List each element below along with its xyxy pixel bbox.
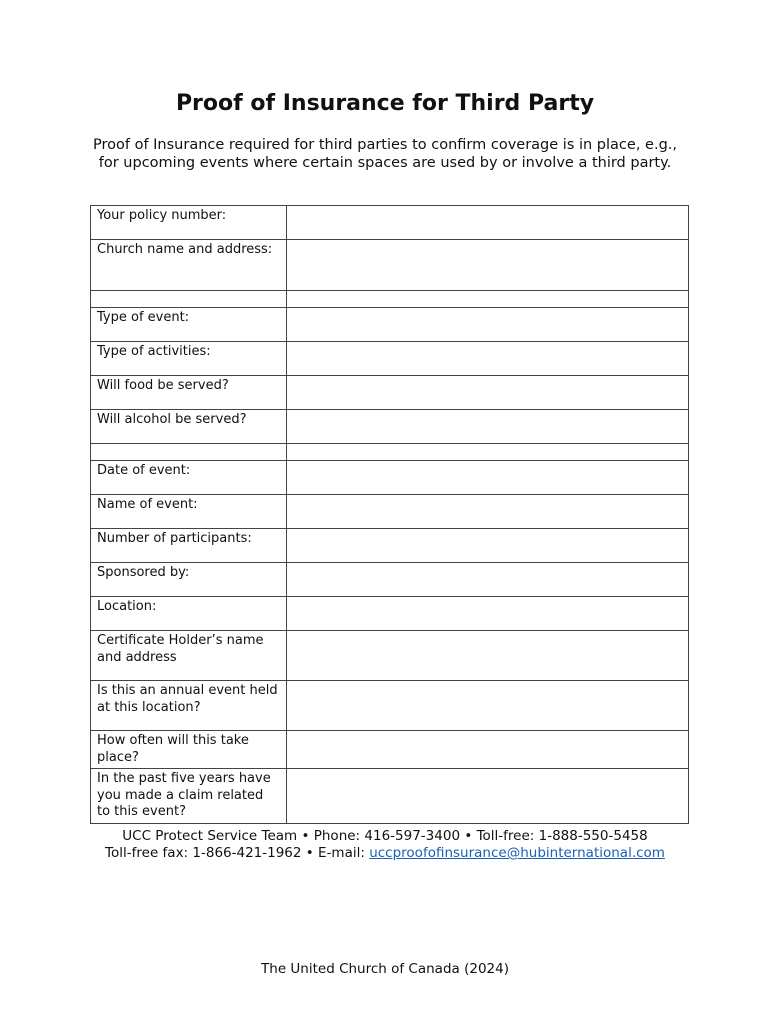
event-name-field[interactable] [287,495,689,529]
form-spacer-row [91,444,689,461]
policy-number-label: Your policy number: [91,206,287,240]
participants-label: Number of participants: [91,529,287,563]
participants-field[interactable] [287,529,689,563]
footer-contact [0,828,770,862]
form-row-annual-event [91,681,689,731]
policy-number-field[interactable] [287,206,689,240]
food-served-field[interactable] [287,376,689,410]
document-title: Proof of Insurance for Third Party [175,91,595,116]
email-link[interactable]: uccproofofinsurance@hubinternational.com [369,845,665,861]
certificate-holder-label: Certificate Holder’s name and address [91,631,287,681]
church-name-label: Church name and address: [91,240,287,291]
location-label: Location: [91,597,287,631]
form-row-sponsored-by [91,563,689,597]
annual-event-label: Is this an annual event held at this location? [91,681,287,731]
sponsored-by-label: Sponsored by: [91,563,287,597]
document-intro: Proof of Insurance required for third parties to confirm coverage is in place, e.g., for upcoming events where certain spaces are used by or involve a third party. [92,137,677,171]
form-row-food-served [91,376,689,410]
past-claim-field[interactable] [287,769,689,824]
spacer-cell [91,444,287,461]
certificate-holder-field[interactable] [287,631,689,681]
spacer-cell [287,291,689,308]
form-row-location [91,597,689,631]
form-row-event-name [91,495,689,529]
activities-type-field[interactable] [287,342,689,376]
form-row-certificate-holder [91,631,689,681]
event-date-field[interactable] [287,461,689,495]
insurance-form-table [90,205,689,824]
event-type-field[interactable] [287,308,689,342]
food-served-label: Will food be served? [91,376,287,410]
form-row-church-name [91,240,689,291]
alcohol-served-field[interactable] [287,410,689,444]
annual-event-field[interactable] [287,681,689,731]
event-type-label: Type of event: [91,308,287,342]
form-row-event-date [91,461,689,495]
event-name-label: Name of event: [91,495,287,529]
fax-email-line [0,845,770,862]
form-row-event-type [91,308,689,342]
copyright-text: The United Church of Canada (2024) [261,961,509,977]
form-row-policy-number [91,206,689,240]
location-field[interactable] [287,597,689,631]
event-date-label: Date of event: [91,461,287,495]
activities-type-label: Type of activities: [91,342,287,376]
form-spacer-row [91,291,689,308]
sponsored-by-field[interactable] [287,563,689,597]
past-claim-label: In the past five years have you made a claim related to this event? [91,769,287,824]
fax-text: Toll-free fax: 1-866-421-1962 • E-mail: [105,845,370,861]
form-row-past-claim [91,769,689,824]
alcohol-served-label: Will alcohol be served? [91,410,287,444]
church-name-field[interactable] [287,240,689,291]
spacer-cell [287,444,689,461]
form-row-alcohol-served [91,410,689,444]
spacer-cell [91,291,287,308]
frequency-field[interactable] [287,731,689,769]
form-row-frequency [91,731,689,769]
frequency-label: How often will this take place? [91,731,287,769]
form-row-participants [91,529,689,563]
contact-line: UCC Protect Service Team • Phone: 416-597-3400 • Toll-free: 1-888-550-5458 [122,828,648,844]
form-row-activities-type [91,342,689,376]
